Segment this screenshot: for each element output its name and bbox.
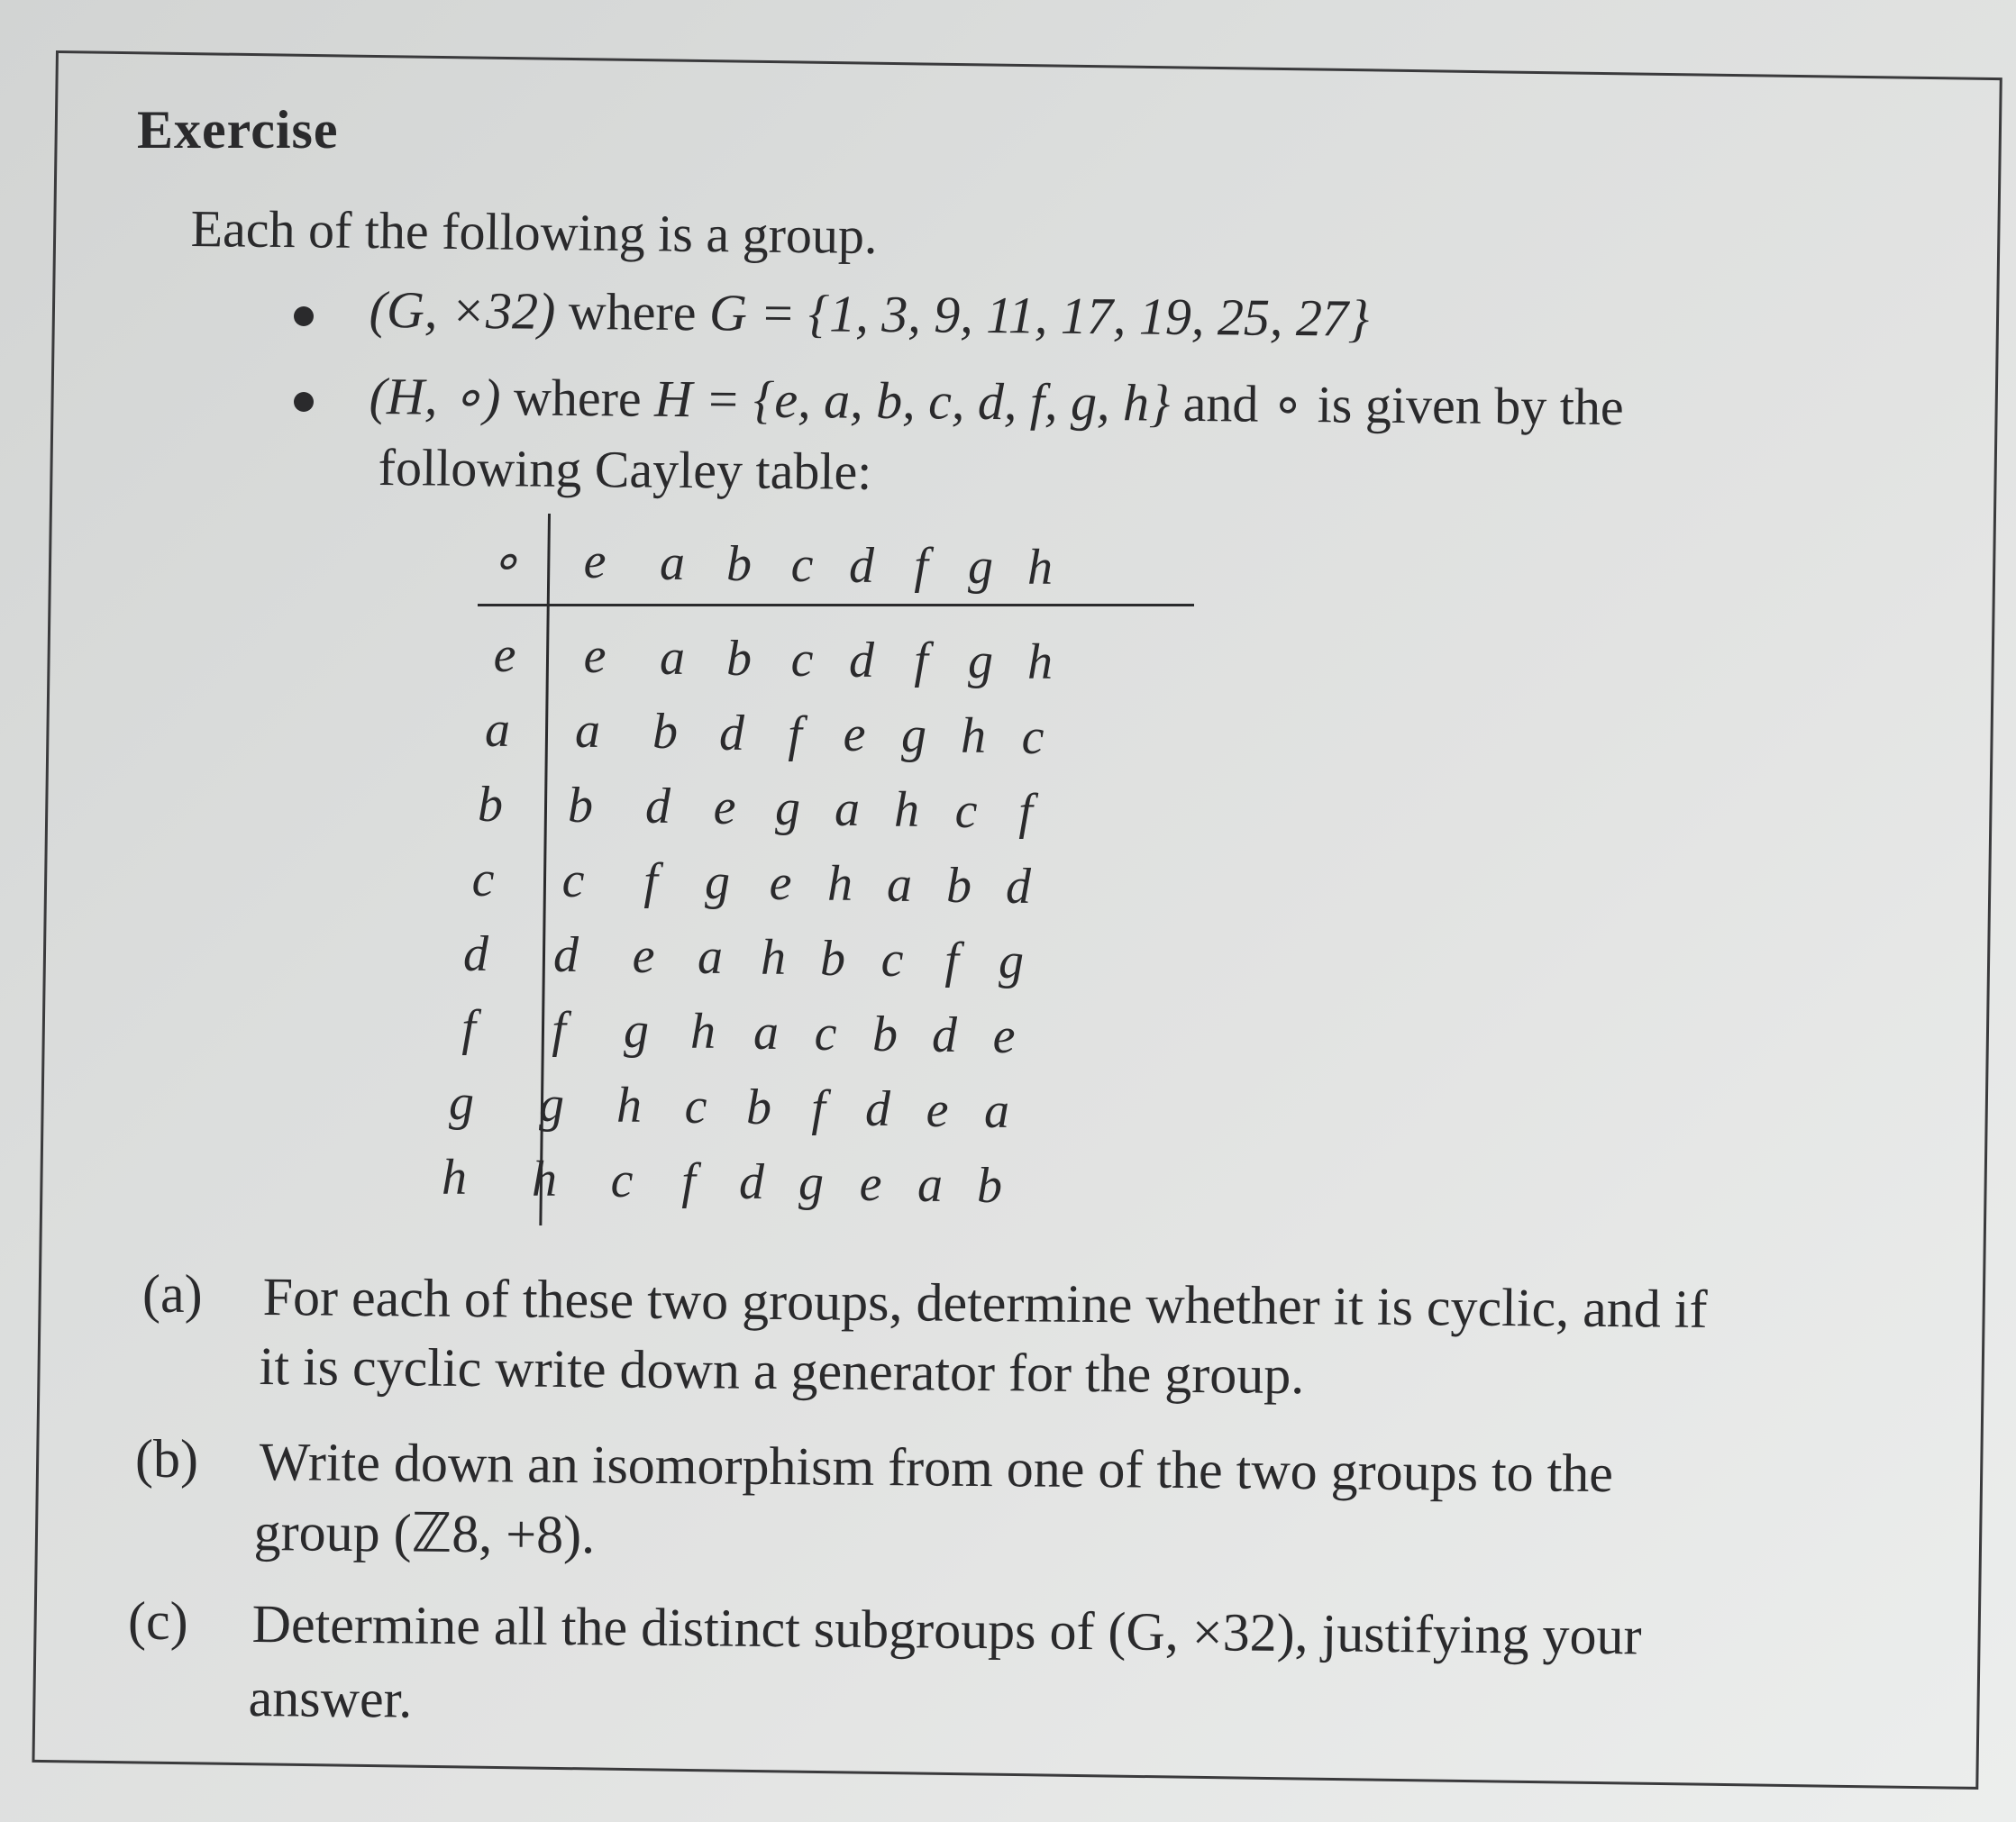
bullet-1-set: G = {1, 3, 9, 11, 17, 19, 25, 27} (708, 283, 1370, 348)
cayley-row-label: c (471, 851, 495, 907)
cayley-row-label: d (463, 925, 488, 982)
cayley-cell: c (790, 631, 814, 688)
bullet-1-dot (294, 306, 314, 326)
part-c-line2: answer. (248, 1668, 413, 1729)
cayley-cell: d (865, 1080, 890, 1137)
cayley-cell: a (835, 781, 860, 838)
cayley-cell: a (887, 857, 912, 914)
cayley-cell: b (746, 1079, 771, 1135)
cayley-cell: f (552, 1001, 566, 1058)
bullet-1-where: where (568, 281, 697, 342)
cayley-cell: a (660, 629, 685, 686)
cayley-cell: b (946, 858, 972, 915)
cayley-cell: a (753, 1005, 779, 1061)
cayley-cell: e (632, 928, 655, 985)
cayley-cell: c (954, 783, 978, 840)
cayley-cell: c (684, 1078, 707, 1134)
part-c-line1: Determine all the distinct subgroups of (G, ×32), justifying your (251, 1594, 1642, 1666)
cayley-cell: c (1021, 709, 1044, 766)
bullet-2-dot (294, 392, 314, 412)
cayley-header-cell: c (790, 536, 814, 593)
bullet-2-where: where (513, 368, 642, 428)
cayley-cell: e (992, 1007, 1016, 1064)
cayley-header-cell: h (1027, 540, 1053, 597)
cayley-cell: g (705, 854, 730, 911)
cayley-row-label: g (449, 1075, 474, 1132)
cayley-cell: f (643, 853, 658, 910)
cayley-cell: d (739, 1153, 764, 1210)
cayley-cell: d (1006, 858, 1031, 915)
cayley-cell: e (583, 628, 607, 685)
cayley-cell: b (652, 704, 678, 761)
cayley-cell: d (932, 1007, 957, 1063)
cayley-cell: a (984, 1082, 1009, 1139)
cayley-row-label: a (485, 701, 510, 758)
cayley-cell: h (827, 856, 853, 913)
cayley-cell: e (926, 1081, 949, 1138)
cayley-cell: d (645, 779, 670, 835)
cayley-table (442, 514, 1199, 1225)
cayley-cell: f (811, 1080, 826, 1136)
cayley-header-cell: g (968, 539, 993, 596)
cayley-row-label: e (493, 627, 516, 683)
part-a-line1: For each of these two groups, determine whether it is cyclic, and if (262, 1267, 1708, 1339)
cayley-row-label: f (461, 1000, 476, 1057)
cayley-cell: h (690, 1004, 716, 1061)
cayley-cell: d (719, 705, 744, 761)
cayley-cell: a (575, 703, 600, 760)
cayley-header-cell: f (914, 538, 928, 595)
bullet-2-set: H = {e, a, b, c, d, f, g, h} (653, 369, 1171, 433)
cayley-cell: e (843, 706, 866, 763)
cayley-cell: e (859, 1155, 882, 1212)
bullet-2-line2: following Cayley table: (378, 437, 872, 501)
cayley-cell: g (624, 1003, 649, 1060)
cayley-cell: h (1027, 634, 1053, 691)
part-a-line2: it is cyclic write down a generator for the group. (259, 1336, 1305, 1406)
intro-text: Each of the following is a group. (190, 198, 878, 265)
cayley-cell: g (798, 1154, 824, 1211)
cayley-cell: h (961, 708, 986, 765)
cayley-cell: b (820, 931, 845, 988)
bullet-2-group: (H, ∘) (369, 366, 501, 427)
bullet-1 (369, 279, 1369, 349)
cayley-cell: b (568, 778, 593, 834)
cayley-cell: g (968, 633, 993, 690)
part-b-line1: Write down an isomorphism from one of the two groups to the (259, 1432, 1614, 1504)
cayley-cell: c (880, 932, 904, 988)
cayley-cell: h (616, 1077, 642, 1134)
cayley-cell: a (698, 929, 723, 986)
part-c-label: (c) (128, 1591, 188, 1651)
bullet-2 (369, 365, 1624, 437)
cayley-cell: e (769, 855, 792, 912)
cayley-cell: f (1018, 784, 1033, 841)
cayley-cell: c (561, 852, 585, 909)
cayley-cell: f (681, 1152, 696, 1209)
part-a-label: (a) (142, 1264, 203, 1324)
cayley-cell: g (539, 1076, 564, 1133)
cayley-header-cell: a (660, 534, 685, 591)
cayley-header-cell: d (849, 537, 874, 594)
cayley-row-label: h (442, 1150, 467, 1207)
cayley-cell: g (775, 780, 800, 837)
cayley-cell: b (726, 630, 752, 687)
cayley-operator: ∘ (488, 533, 521, 589)
exercise-heading: Exercise (137, 100, 339, 159)
cayley-cell: e (713, 779, 736, 836)
cayley-cell: c (610, 1152, 634, 1208)
part-b-line2: group (ℤ8, +8). (253, 1501, 596, 1565)
cayley-cell: h (894, 782, 919, 839)
cayley-cell: b (872, 1006, 898, 1062)
part-b-label: (b) (135, 1429, 198, 1489)
cayley-cell: f (944, 932, 959, 988)
cayley-cell: h (532, 1151, 557, 1207)
cayley-cell: f (788, 706, 802, 762)
cayley-cell: c (814, 1005, 837, 1061)
cayley-cell: b (977, 1157, 1002, 1214)
cayley-horizontal-rule (478, 604, 1194, 606)
cayley-cell: g (999, 933, 1024, 989)
cayley-header-cell: e (583, 533, 607, 590)
cayley-cell: f (914, 633, 928, 689)
cayley-header-cell: b (726, 535, 752, 592)
bullet-1-group: (G, ×32) (369, 279, 556, 341)
cayley-cell: a (917, 1156, 943, 1213)
bullet-2-tail: and ∘ is given by the (1182, 373, 1624, 437)
cayley-cell: d (553, 926, 579, 983)
cayley-cell: h (761, 930, 786, 987)
cayley-row-label: b (478, 776, 503, 833)
cayley-cell: g (901, 707, 926, 764)
cayley-cell: d (849, 632, 874, 688)
